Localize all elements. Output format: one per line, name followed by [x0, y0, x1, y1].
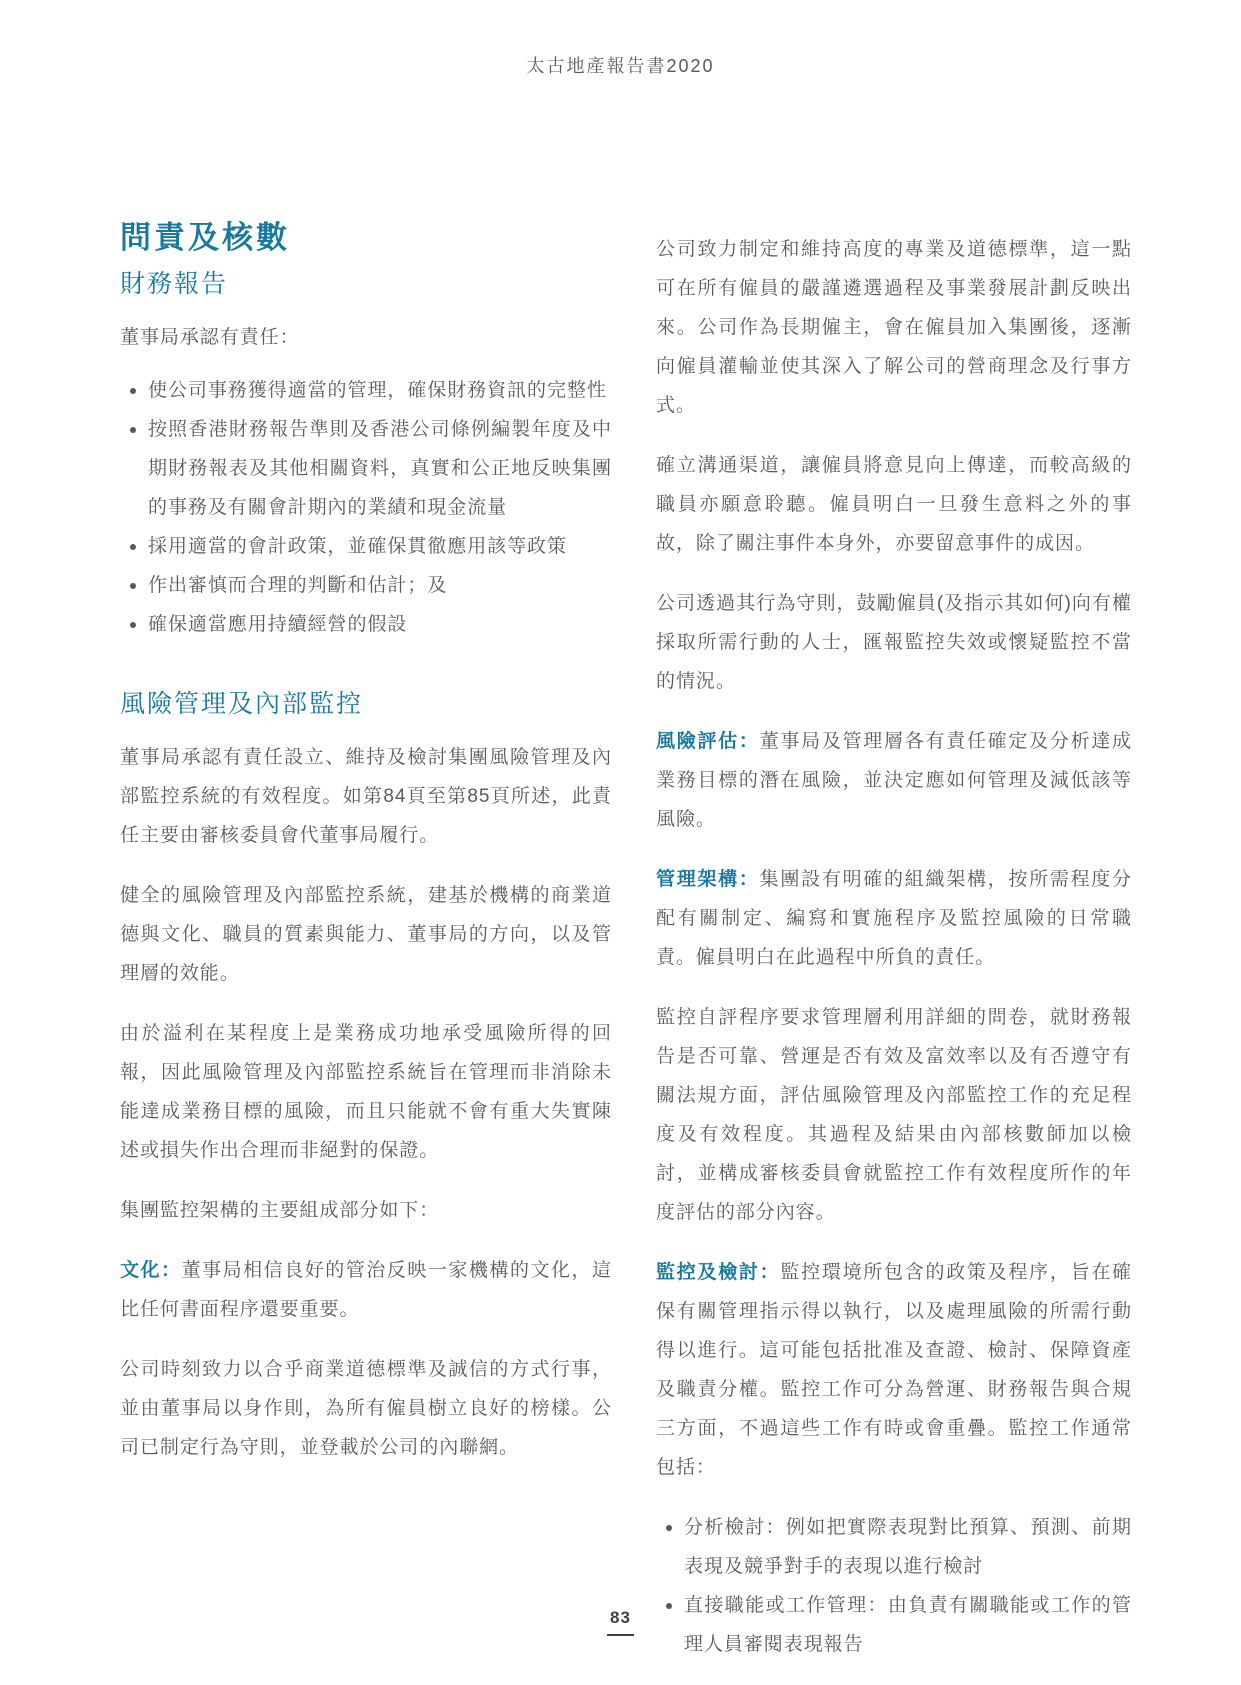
body-paragraph: 董事局承認有責任設立、維持及檢討集團風險管理及內部監控系統的有效程度。如第84頁至第85頁所述，此責任主要由審核委員會代董事局履行。 [120, 747, 612, 846]
body-paragraph: 公司時刻致力以合乎商業道德標準及誠信的方式行事，並由董事局以身作則，為所有僱員樹立良好的榜樣。公司已制定行為守則，並登載於公司的內聯網。 [120, 1359, 612, 1458]
body-paragraph: 健全的風險管理及內部監控系統，建基於機構的商業道德與文化、職員的質素與能力、董事局的方向，以及管理層的效能。 [120, 885, 612, 984]
body-paragraph: 確立溝通渠道，讓僱員將意見向上傳達，而較高級的職員亦願意聆聽。僱員明白一旦發生意料之外的事故，除了關注事件本身外，亦要留意事件的成因。 [656, 455, 1132, 554]
responsibilities-list [120, 371, 612, 644]
list-item [120, 566, 612, 605]
management-structure-label: 管理架構： [656, 869, 760, 890]
page-number: 83 [607, 1608, 634, 1636]
running-header: 太古地產報告書2020 [526, 56, 715, 76]
bullet-text: 直接職能或工作管理：由負責有關職能或工作的管理人員審閱表現報告 [684, 1595, 1132, 1655]
list-item [120, 605, 612, 644]
body-paragraph: 由於溢利在某程度上是業務成功地承受風險所得的回報，因此風險管理及內部監控系統旨在管理而非消除未能達成業務目標的風險，而且只能就不會有重大失實陳述或損失作出合理而非絕對的保證。 [120, 1023, 612, 1161]
bullet-text: 按照香港財務報告準則及香港公司條例編製年度及中期財務報表及其他相關資料，真實和公正地反映集團的事務及有關會計期內的業績和現金流量 [148, 419, 612, 518]
intro-paragraph: 董事局承認有責任： [120, 327, 300, 348]
section-heading-risk-management: 風險管理及內部監控 [120, 690, 364, 718]
left-column [120, 216, 612, 1685]
list-item [120, 527, 612, 566]
risk-assessment-label: 風險評估： [656, 731, 760, 752]
bullet-text: 確保適當應用持續經營的假設 [148, 614, 408, 635]
page-title: 問責及核數 [120, 220, 290, 255]
body-paragraph: 監控自評程序要求管理層利用詳細的問卷，就財務報告是否可靠、營運是否有效及富效率以及有否遵守有關法規方面，評估風險管理及內部監控工作的充足程度及有效程度。其過程及結果由內部核數師加以檢討，並構成審核委員會就監控工作有效程度所作的年度評估的部分內容。 [656, 1007, 1132, 1223]
page-content [120, 216, 1132, 1685]
culture-paragraph [120, 1251, 612, 1329]
management-structure-text: 集團設有明確的組織架構，按所需程度分配有關制定、編寫和實施程序及監控風險的日常職責。僱員明白在此過程中所負的責任。 [656, 869, 1132, 968]
bullet-dot-icon [130, 622, 136, 628]
bullet-dot-icon [666, 1525, 672, 1531]
risk-assessment-paragraph [656, 722, 1132, 839]
culture-text: 董事局相信良好的管治反映一家機構的文化，這比任何書面程序還要重要。 [120, 1260, 612, 1320]
list-item [656, 1508, 1132, 1586]
right-column [656, 216, 1132, 1685]
section-heading-financial-reporting: 財務報告 [120, 270, 229, 298]
body-paragraph: 公司致力制定和維持高度的專業及道德標準，這一點可在所有僱員的嚴謹遴選過程及事業發展計劃反映出來。公司作為長期僱主，會在僱員加入集團後，逐漸向僱員灌輸並使其深入了解公司的營商理念及行事方式。 [656, 239, 1132, 416]
management-structure-paragraph [656, 860, 1132, 977]
bullet-text: 採用適當的會計政策，並確保貫徹應用該等政策 [148, 536, 567, 557]
monitoring-activities-list [656, 1508, 1132, 1664]
monitoring-paragraph [656, 1253, 1132, 1487]
body-paragraph: 公司透過其行為守則，鼓勵僱員(及指示其如何)向有權採取所需行動的人士，匯報監控失效或懷疑監控不當的情況。 [656, 593, 1132, 692]
bullet-dot-icon [130, 544, 136, 550]
body-paragraph: 集團監控架構的主要組成部分如下： [120, 1200, 440, 1221]
bullet-dot-icon [130, 427, 136, 433]
monitoring-text: 監控環境所包含的政策及程序，旨在確保有關管理指示得以執行，以及處理風險的所需行動得以進行。這可能包括批准及查證、檢討、保障資產及職責分權。監控工作可分為營運、財務報告與合規三方面，不過這些工作有時或會重疊。監控工作通常包括： [656, 1262, 1133, 1478]
list-item [120, 371, 612, 410]
list-item [120, 410, 612, 527]
bullet-dot-icon [130, 583, 136, 589]
page-footer [0, 1608, 1241, 1636]
culture-label: 文化： [120, 1260, 182, 1281]
monitoring-label: 監控及檢討： [656, 1262, 781, 1283]
risk-assessment-text: 董事局及管理層各有責任確定及分析達成業務目標的潛在風險，並決定應如何管理及減低該等風險。 [656, 731, 1132, 830]
bullet-dot-icon [130, 388, 136, 394]
bullet-text: 作出審慎而合理的判斷和估計；及 [148, 575, 448, 596]
bullet-text: 分析檢討：例如把實際表現對比預算、預測、前期表現及競爭對手的表現以進行檢討 [684, 1517, 1132, 1577]
bullet-text: 使公司事務獲得適當的管理，確保財務資訊的完整性 [148, 380, 607, 401]
